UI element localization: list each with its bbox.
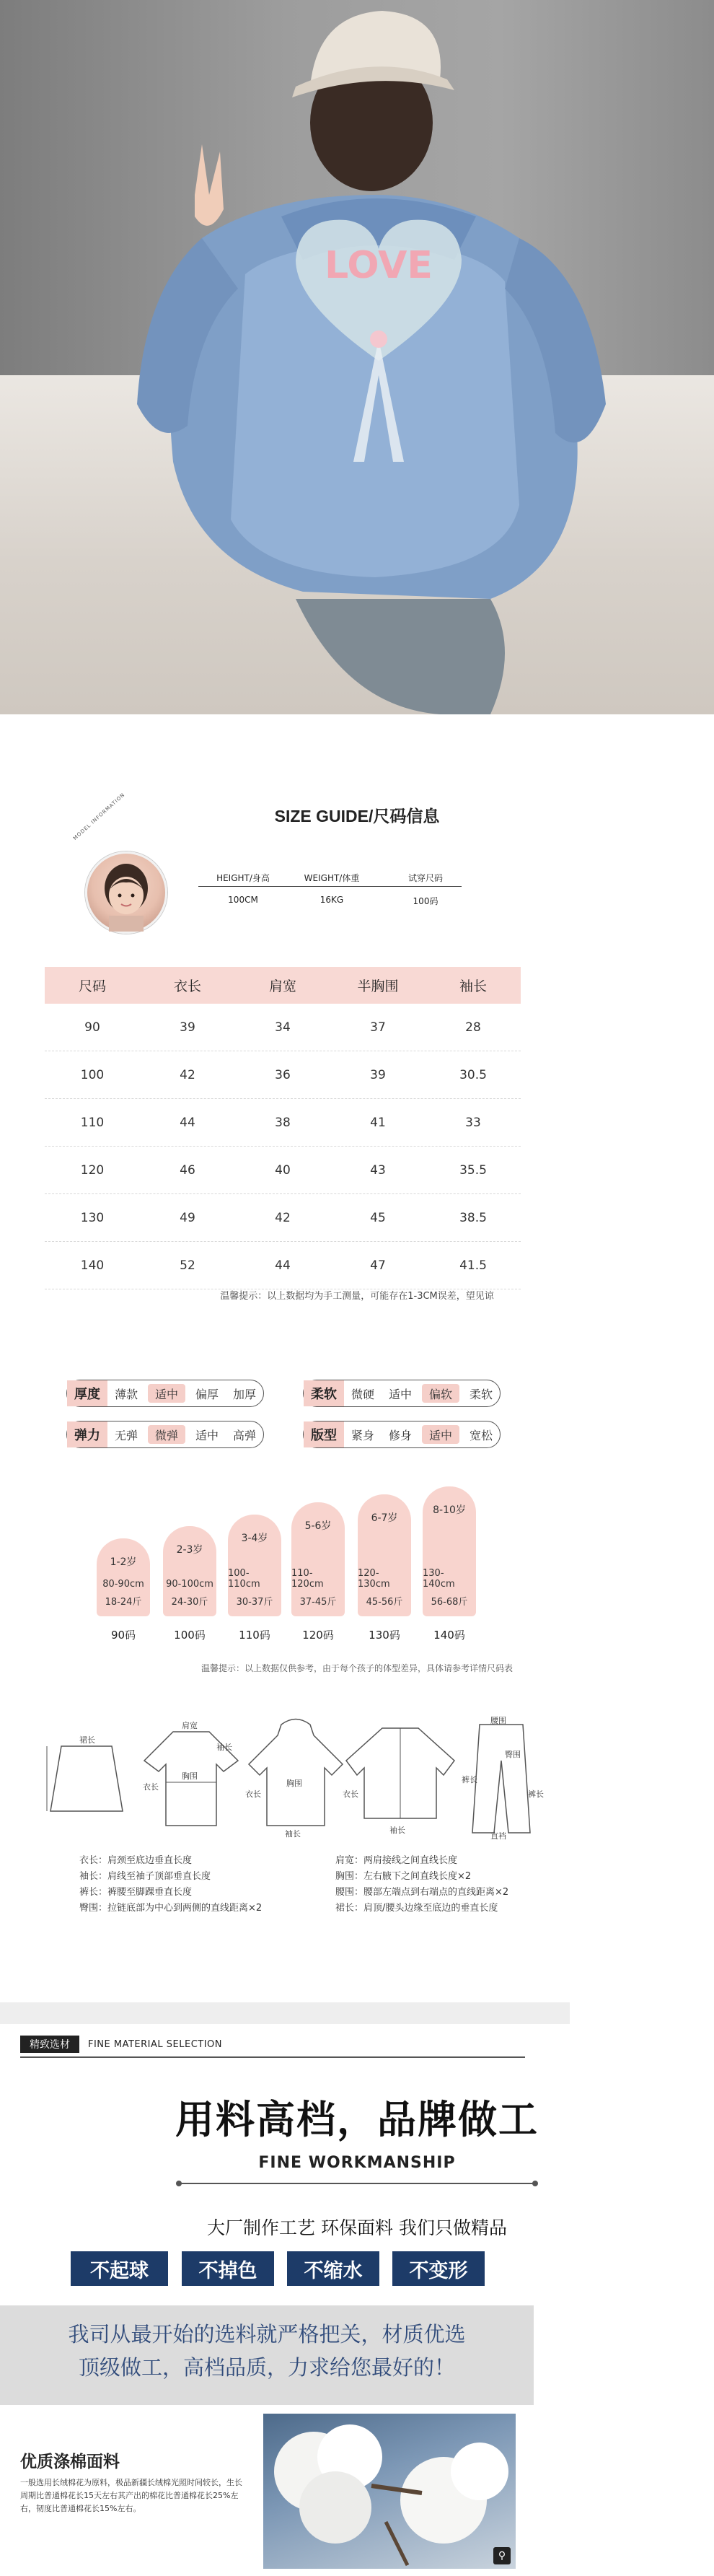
weight-range: 45-56斤 <box>366 1597 403 1608</box>
attr-label: 弹力 <box>67 1421 107 1447</box>
attr-option: 紧身 <box>351 1428 375 1442</box>
attr-softness <box>303 1380 501 1407</box>
fine-material-tag: 精致选材 <box>20 2036 79 2053</box>
model-weight-value: 16KG <box>319 895 344 905</box>
diagram-label: 胸围 <box>286 1779 302 1788</box>
shirt-diagram <box>137 1717 245 1840</box>
quality-line: 我司从最开始的选料就严格把关，材质优选 <box>68 2322 466 2347</box>
age-bar <box>291 1502 345 1616</box>
age-bar <box>97 1538 150 1617</box>
table-cell: 36 <box>275 1067 291 1082</box>
model-height-value: 100CM <box>228 895 258 905</box>
table-cell: 46 <box>180 1162 195 1178</box>
legend-item: 裤长：裤腰至脚踝垂直长度 <box>79 1887 193 1898</box>
diagram-label: 肩宽 <box>182 1721 198 1730</box>
bar-size-label: 90码 <box>110 1629 136 1642</box>
quality-statement <box>0 2318 534 2384</box>
table-cell: 44 <box>275 1258 291 1273</box>
height-range: 100-110cm <box>228 1568 260 1590</box>
table-cell: 130 <box>80 1210 105 1225</box>
measure-legend-right <box>335 1853 508 1916</box>
attr-option: 高弹 <box>233 1428 257 1442</box>
weight-range: 30-37斤 <box>236 1597 273 1608</box>
diagram-label: 袖长 <box>285 1829 301 1839</box>
feature-badge: 不起球 <box>71 2251 168 2286</box>
height-range: 120-130cm <box>358 1568 390 1590</box>
legend-item: 胸围：左右腋下之间直线长度×2 <box>335 1871 472 1882</box>
table-row <box>45 1194 521 1242</box>
table-cell: 90 <box>84 1020 100 1035</box>
model-height-header: HEIGHT/身高 <box>216 873 270 883</box>
feature-badge: 不变形 <box>392 2251 485 2286</box>
product-photo <box>0 0 714 714</box>
size-table-header <box>45 967 521 1004</box>
age-bar <box>163 1526 216 1616</box>
header-sleeve: 袖长 <box>459 978 487 994</box>
header-length: 衣长 <box>173 978 201 994</box>
table-cell: 34 <box>275 1020 291 1035</box>
attr-option: 无弹 <box>115 1428 138 1442</box>
attr-option: 柔软 <box>470 1387 493 1401</box>
table-cell: 41 <box>370 1115 386 1130</box>
table-cell: 47 <box>370 1258 386 1273</box>
cotton-boll-illustration <box>263 2414 516 2569</box>
weight-range: 24-30斤 <box>171 1597 208 1608</box>
attr-fit <box>303 1421 501 1448</box>
attr-label: 厚度 <box>67 1380 107 1406</box>
table-cell: 120 <box>80 1162 105 1178</box>
attr-label: 柔软 <box>304 1380 344 1406</box>
attr-option: 适中 <box>195 1428 219 1442</box>
feature-badge: 不缩水 <box>287 2251 379 2286</box>
attr-option: 宽松 <box>470 1428 493 1442</box>
attr-option: 偏厚 <box>195 1387 219 1401</box>
height-range: 130-140cm <box>423 1568 455 1590</box>
divider-dot <box>176 2181 182 2186</box>
attr-elasticity <box>66 1421 264 1448</box>
cotton-fabric-title: 优质涤棉面料 <box>20 2453 120 2471</box>
table-cell: 110 <box>80 1115 105 1130</box>
table-cell: 35.5 <box>459 1162 487 1178</box>
size-table <box>45 967 521 1289</box>
age-label: 5-6岁 <box>304 1520 332 1532</box>
table-row <box>45 1051 521 1099</box>
age-label: 3-4岁 <box>241 1532 268 1544</box>
model-size-header: 试穿尺码 <box>407 873 443 883</box>
diagram-label: 衣长 <box>143 1782 159 1792</box>
cotton-photo <box>263 2414 516 2569</box>
magnifier-icon[interactable]: ⚲ <box>493 2547 511 2564</box>
diagram-label: 裤长 <box>528 1789 544 1799</box>
model-size-value: 100码 <box>413 896 438 906</box>
legend-item: 衣长：肩颈至底边垂直长度 <box>79 1855 193 1866</box>
attr-option: 修身 <box>389 1428 413 1442</box>
attr-option-selected: 适中 <box>422 1425 459 1444</box>
attr-option: 适中 <box>389 1387 413 1401</box>
quality-line: 顶级做工，高档品质，力求给您最好的！ <box>78 2355 455 2380</box>
table-cell: 38 <box>275 1115 291 1130</box>
bar-size-label: 110码 <box>239 1629 270 1642</box>
table-cell: 39 <box>180 1020 195 1035</box>
model-info-divider <box>198 886 462 887</box>
girl-denim-jacket-illustration <box>115 0 620 714</box>
table-cell: 37 <box>370 1020 386 1035</box>
age-label: 6-7岁 <box>371 1512 398 1524</box>
table-cell: 42 <box>180 1067 195 1082</box>
legend-item: 臀围：拉链底部为中心到两侧的直线距离×2 <box>79 1903 263 1914</box>
age-label: 2-3岁 <box>176 1544 203 1556</box>
feature-badge: 不掉色 <box>182 2251 274 2286</box>
table-cell: 43 <box>370 1162 386 1178</box>
bar-size-label: 120码 <box>302 1629 334 1642</box>
legend-item: 肩宽：两肩接线之间直线长度 <box>335 1855 458 1866</box>
attr-option-selected: 偏软 <box>422 1384 459 1403</box>
fine-material-en: FINE MATERIAL SELECTION <box>88 2039 223 2050</box>
table-cell: 100 <box>80 1067 105 1082</box>
diagram-label: 臀围 <box>505 1750 521 1759</box>
pants-diagram <box>462 1716 544 1841</box>
svg-text:LOVE: LOVE <box>325 244 433 287</box>
cotton-fabric-description: 一般选用长绒棉花为原料，极品新疆长绒棉光照时间较长，生长周期比普通棉花长15天左右其产出的棉花比普通棉花长25%左右，韧度比普通棉花长15%左右。 <box>20 2478 242 2513</box>
attr-option-selected: 适中 <box>148 1384 185 1403</box>
table-cell: 140 <box>80 1258 105 1273</box>
height-range: 110-120cm <box>291 1568 324 1590</box>
material-subtitle: FINE WORKMANSHIP <box>258 2154 456 2172</box>
table-cell: 33 <box>465 1115 481 1130</box>
skirt-diagram <box>40 1717 133 1840</box>
diagram-label: 袖长 <box>389 1826 405 1835</box>
table-cell: 39 <box>370 1067 386 1082</box>
bar-size-label: 140码 <box>433 1629 465 1642</box>
table-cell: 28 <box>465 1020 481 1035</box>
diagram-label: 衣长 <box>343 1789 358 1799</box>
header-half-chest: 半胸围 <box>357 978 399 994</box>
diagram-label: 直裆 <box>490 1831 506 1841</box>
fine-material-underline <box>20 2056 525 2058</box>
age-bar <box>358 1494 411 1616</box>
diagram-label: 裤长 <box>462 1775 477 1784</box>
legend-item: 袖长：肩线至袖子顶部垂直长度 <box>79 1871 211 1882</box>
bar-size-label: 130码 <box>369 1629 400 1642</box>
header-shoulder: 肩宽 <box>268 978 296 994</box>
height-range: 80-90cm <box>102 1579 144 1590</box>
material-slogan: 大厂制作工艺 环保面料 我们只做精品 <box>207 2217 507 2238</box>
height-range: 90-100cm <box>166 1579 213 1590</box>
attr-option-selected: 微弹 <box>148 1425 185 1444</box>
table-cell: 38.5 <box>459 1210 487 1225</box>
diagram-label: 衣长 <box>245 1789 261 1799</box>
weight-range: 37-45斤 <box>299 1597 337 1608</box>
section-divider-band <box>0 2002 570 2024</box>
age-label: 1-2岁 <box>110 1556 137 1568</box>
table-row <box>45 1242 521 1289</box>
age-label: 8-10岁 <box>433 1504 466 1516</box>
size-guide-title: SIZE GUIDE/尺码信息 <box>274 807 440 825</box>
model-avatar <box>85 851 167 934</box>
table-row <box>45 1004 521 1051</box>
table-cell: 41.5 <box>459 1258 487 1273</box>
age-bar <box>423 1486 476 1616</box>
weight-range: 18-24斤 <box>105 1597 142 1608</box>
table-cell: 30.5 <box>459 1067 487 1082</box>
bar-size-label: 100码 <box>174 1629 206 1642</box>
attr-label: 版型 <box>304 1421 344 1447</box>
diagram-label: 裙长 <box>79 1735 95 1745</box>
table-cell: 49 <box>180 1210 195 1225</box>
divider-dot <box>532 2181 538 2186</box>
diagram-label: 胸围 <box>182 1771 198 1781</box>
header-size: 尺码 <box>78 978 106 994</box>
model-face-illustration <box>87 854 165 932</box>
table-cell: 42 <box>275 1210 291 1225</box>
reference-tip: 温馨提示：以上数据仅供参考，由于每个孩子的体型差异，具体请参考详情尺码表 <box>200 1663 513 1673</box>
legend-item: 裙长：肩顶/腰头边缘至底边的垂直长度 <box>335 1903 498 1914</box>
attr-option: 加厚 <box>233 1387 257 1401</box>
model-weight-header: WEIGHT/体重 <box>304 873 360 883</box>
legend-item: 腰围：腰部左端点到右端点的直线距离×2 <box>335 1887 509 1898</box>
age-bar <box>228 1515 281 1617</box>
table-cell: 45 <box>370 1210 386 1225</box>
hoodie-diagram <box>242 1717 350 1840</box>
weight-range: 56-68斤 <box>431 1597 468 1608</box>
table-cell: 44 <box>180 1115 195 1130</box>
table-cell: 52 <box>180 1258 195 1273</box>
diagram-label: 袖长 <box>216 1743 232 1752</box>
attr-option: 微硬 <box>351 1387 375 1401</box>
model-info-caption: MODEL INFORMATION <box>72 792 126 841</box>
attr-thickness <box>66 1380 264 1407</box>
table-row <box>45 1147 521 1194</box>
subtitle-divider <box>179 2183 535 2184</box>
table-cell: 40 <box>275 1162 291 1178</box>
measurement-tip: 温馨提示：以上数据均为手工测量，可能存在1-3CM误差，望见谅 <box>220 1291 494 1302</box>
table-row <box>45 1099 521 1147</box>
attr-option: 薄款 <box>115 1387 138 1401</box>
diagram-label: 腰围 <box>490 1716 506 1725</box>
measure-legend-left <box>79 1853 262 1916</box>
jacket-diagram <box>339 1717 462 1840</box>
material-main-title: 用料高档，品牌做工 <box>175 2097 539 2142</box>
